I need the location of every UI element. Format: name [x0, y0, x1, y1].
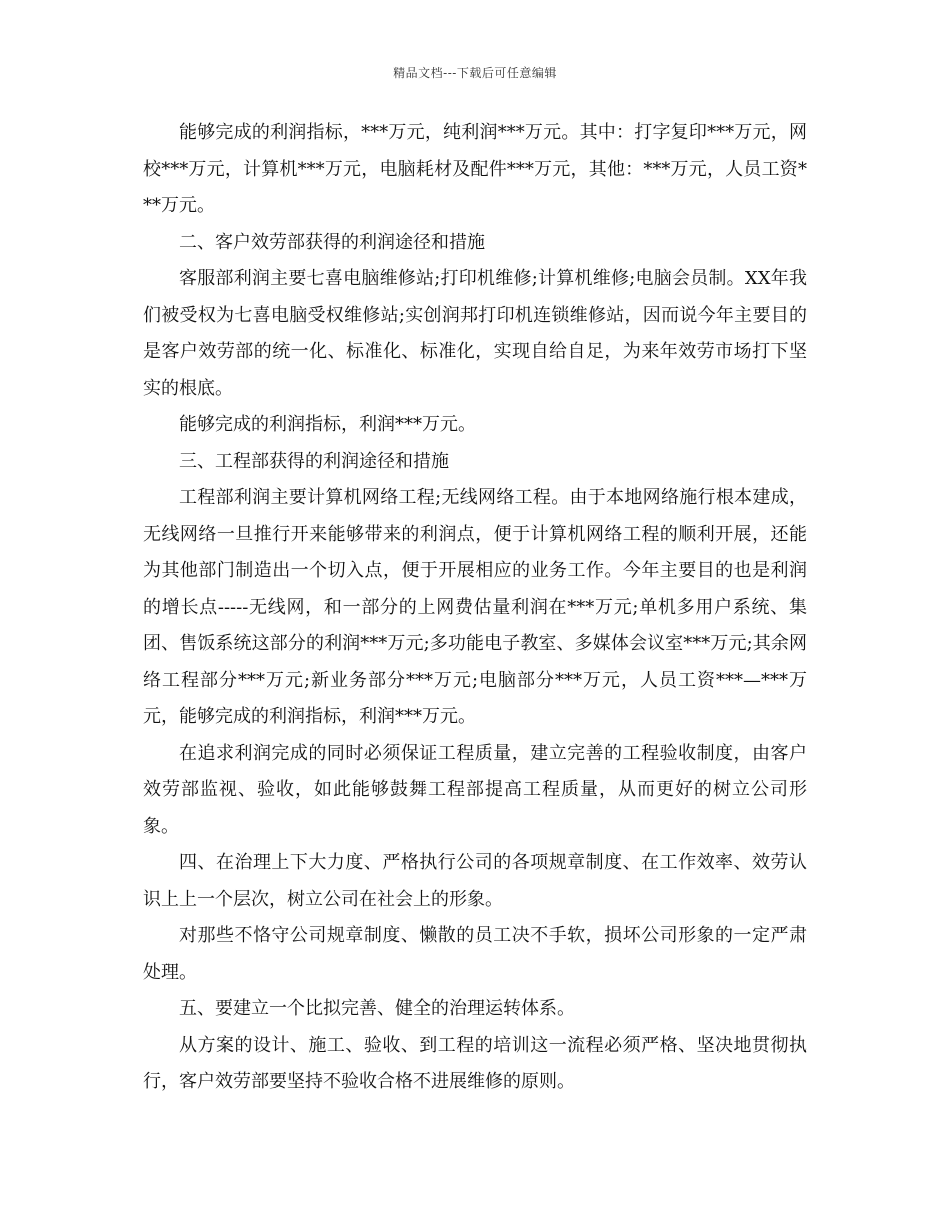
paragraph-profit-target-2: 能够完成的利润指标，利润***万元。 [179, 414, 476, 435]
paragraph-process: 从方案的设计、施工、验收、到工程的培训这一流程必须严格、坚决地贯彻执行，客户效劳部要坚持不验收合格不进展维修的原则。 [143, 1034, 807, 1092]
section-heading-4: 四、在治理上下大力度、严格执行公司的各项规章制度、在工作效率、效劳认识上上一个层次，树立公司在社会上的形象。 [143, 852, 807, 910]
paragraph-customer-service: 客服部利润主要七喜电脑维修站;打印机维修;计算机维修;电脑会员制。XX年我们被受权为七喜电脑受权维修站;实创润邦打印机连锁维修站，因而说今年主要目的是客户效劳部的统一化、标准化、标准化，实现自给自足，为来年效劳市场打下坚实的根底。 [143, 268, 807, 399]
document-body [143, 115, 807, 1101]
paragraph-profit-target-1: 能够完成的利润指标，***万元，纯利润***万元。其中：打字复印***万元，网校***万元，计算机***万元，电脑耗材及配件***万元，其他：***万元，人员工资***万元。 [143, 122, 807, 216]
page-header: 精品文档---下载后可任意编辑 [393, 66, 557, 80]
section-heading-5: 五、要建立一个比拟完善、健全的治理运转体系。 [179, 998, 575, 1019]
section-heading-2: 二、客户效劳部获得的利润途径和措施 [179, 231, 485, 253]
paragraph-quality: 在追求利润完成的同时必须保证工程质量，建立完善的工程验收制度，由客户效劳部监视、验收，如此能够鼓舞工程部提高工程质量，从而更好的树立公司形象。 [143, 742, 807, 837]
section-heading-3: 三、工程部获得的利润途径和措施 [179, 450, 449, 472]
paragraph-engineering: 工程部利润主要计算机网络工程;无线网络工程。由于本地网络施行根本建成，无线网络一旦推行开来能够带来的利润点，便于计算机网络工程的顺利开展，还能为其他部门制造出一个切入点，便于开展相应的业务工作。今年主要目的也是利润的增长点-----无线网，和一部分的上网费估量利润在***万元;单机多用户系统、集团、售饭系统这部分的利润***万元;多功能电子教室、多媒体会议室***万元;其余网络工程部分***万元;新业务部分***万元;电脑部分***万元，人员工资***—***万元，能够完成的利润指标，利润***万元。 [143, 487, 807, 727]
paragraph-discipline: 对那些不恪守公司规章制度、懒散的员工决不手软，损坏公司形象的一定严肃处理。 [143, 925, 807, 983]
